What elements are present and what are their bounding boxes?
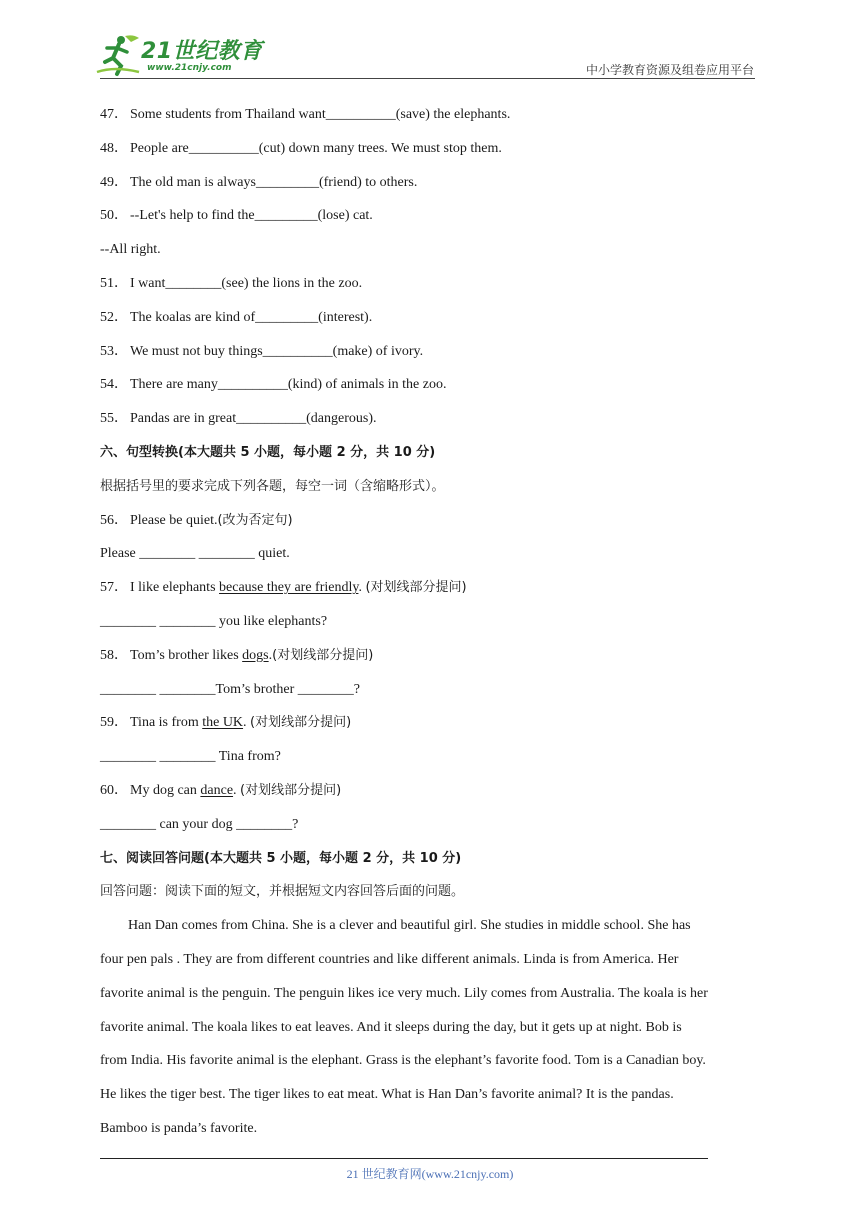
underlined-part: because they are friendly (219, 580, 359, 596)
question-note: (对划线部分提问) (272, 647, 374, 663)
page-header (0, 0, 860, 80)
question-text: People are__________(cut) down many trees. We must stop them. (130, 140, 502, 156)
question-text: I like elephants (130, 580, 220, 596)
question-text: Some students from Thailand want__________(save) the elephants. (130, 107, 511, 122)
question-text-end: . (268, 647, 273, 663)
question-53 (100, 335, 760, 369)
site-logo[interactable] (95, 32, 265, 78)
question-50-reply: --All right. (100, 242, 161, 258)
underlined-part: the UK (202, 715, 244, 731)
running-figure-logo-icon (95, 32, 143, 78)
question-text-end: . (243, 715, 251, 731)
question-56 (100, 504, 760, 538)
question-number: 56． (100, 512, 128, 528)
question-text-end: . (233, 782, 241, 798)
passage-line: from India. His favorite animal is the elephant. Grass is the elephant’s favorite food. Tom is a Canadian boy. (100, 1053, 706, 1069)
question-49 (100, 166, 760, 200)
question-text-end: . (358, 580, 366, 596)
answer-line-56: Please ________ ________ quiet. (100, 546, 290, 562)
logo-brand-text: 21世纪教育 (141, 39, 263, 64)
question-number: 57． (100, 580, 128, 596)
answer-line-58: ________ ________Tom’s brother ________? (100, 681, 360, 697)
question-text: The old man is always_________(friend) to others. (130, 174, 418, 190)
question-number: 48． (100, 140, 128, 156)
question-text: My dog can (130, 782, 201, 798)
logo-url-text: www.21cnjy.com (147, 63, 232, 73)
question-57 (100, 571, 760, 605)
question-number: 59． (100, 715, 128, 731)
question-text: I want________(see) the lions in the zoo. (130, 275, 363, 291)
question-55 (100, 402, 760, 436)
passage-line: four pen pals . They are from different countries and like different animals. Linda is from America. Her (100, 951, 679, 967)
question-note: (改为否定句) (217, 512, 293, 528)
answer-line-57: ________ ________ you like elephants? (100, 613, 328, 629)
question-note: (对划线部分提问) (240, 782, 342, 798)
answer-line-60: ________ can your dog ________? (100, 816, 299, 832)
question-number: 53． (100, 343, 128, 359)
question-text: We must not buy things__________(make) of ivory. (130, 343, 424, 359)
question-text: The koalas are kind of_________(interest). (130, 309, 373, 325)
question-number: 55． (100, 411, 128, 427)
question-note: (对划线部分提问) (250, 715, 352, 731)
question-text: Tom’s brother likes (130, 647, 243, 663)
question-text: Tina is from (130, 715, 203, 731)
question-number: 60． (100, 782, 128, 798)
passage-line: favorite animal is the penguin. The penguin likes ice very much. Lily comes from Australia. The koala is her (100, 985, 708, 1001)
section-6-title: 六、句型转换(本大题共 5 小题，每小题 2 分，共 10 分) (100, 444, 436, 460)
passage-line: He likes the tiger best. The tiger likes to eat meat. What is Han Dan’s favorite animal? It is the pandas. (100, 1087, 674, 1103)
question-number: 54． (100, 377, 128, 393)
header-divider (100, 78, 755, 79)
footer-divider (100, 1158, 708, 1159)
underlined-part: dogs (242, 647, 269, 663)
question-text: There are many__________(kind) of animals in the zoo. (130, 377, 447, 393)
question-58 (100, 639, 760, 673)
question-59 (100, 706, 760, 740)
underlined-part: dance (200, 782, 234, 798)
section-7-instruction: 回答问题：阅读下面的短文，并根据短文内容回答后面的问题。 (100, 884, 465, 900)
question-54 (100, 368, 760, 402)
question-number: 58． (100, 647, 128, 663)
question-text: Please be quiet. (130, 512, 218, 528)
question-50 (100, 199, 760, 233)
reading-passage (100, 909, 760, 1146)
question-number: 51． (100, 275, 128, 291)
question-number: 49． (100, 174, 128, 190)
question-text: Pandas are in great__________(dangerous). (130, 411, 377, 427)
passage-line: Bamboo is panda’s favorite. (100, 1120, 258, 1136)
passage-line: Han Dan comes from China. She is a clever and beautiful girl. She studies in middle school. She has (128, 918, 691, 934)
section-6-instruction: 根据括号里的要求完成下列各题，每空一词（含缩略形式）。 (100, 478, 445, 494)
worksheet-content (100, 98, 760, 1146)
passage-line: favorite animal. The koala likes to eat leaves. And it sleeps during the day, but it gets up at night. Bob is (100, 1019, 682, 1035)
footer-link[interactable]: 21 世纪教育网(www.21cnjy.com) (346, 1167, 514, 1181)
question-51 (100, 267, 760, 301)
question-52 (100, 301, 760, 335)
question-text: --Let's help to find the_________(lose) cat. (130, 208, 373, 224)
question-number: 50． (100, 208, 128, 224)
platform-title: 中小学教育资源及组卷应用平台 (585, 63, 754, 77)
question-number: 52． (100, 309, 128, 325)
question-60 (100, 774, 760, 808)
question-note: (对划线部分提问) (365, 580, 467, 596)
question-47 (100, 98, 760, 132)
section-7-title: 七、阅读回答问题(本大题共 5 小题，每小题 2 分，共 10 分) (100, 850, 462, 866)
question-number: 47． (100, 107, 128, 122)
answer-line-59: ________ ________ Tina from? (100, 749, 281, 765)
question-48 (100, 132, 760, 166)
